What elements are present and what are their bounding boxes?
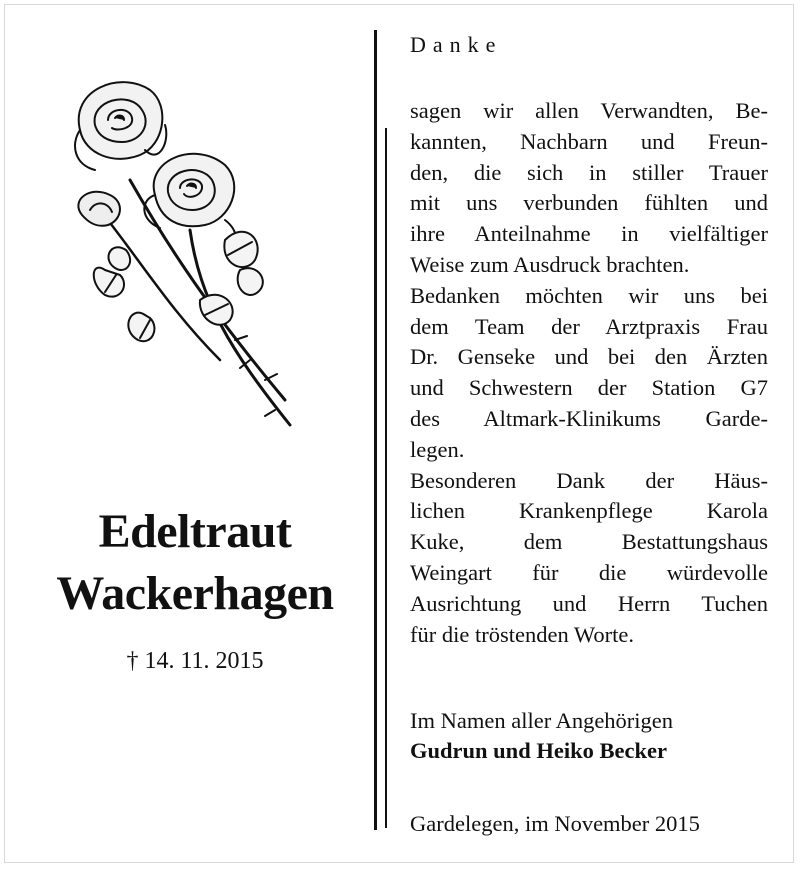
text-line: lichen Krankenpflege Karola	[410, 498, 768, 524]
signature: Gudrun und Heiko Becker	[410, 738, 667, 763]
text-line: mit uns verbunden fühlten und	[410, 190, 768, 216]
deceased-last-name: Wackerhagen	[56, 567, 334, 620]
vertical-divider-secondary	[385, 128, 387, 828]
text-line: den, die sich in stiller Trauer	[410, 159, 768, 185]
text-line: ihre Anteilnahme in vielfältiger	[410, 221, 768, 247]
thanks-text	[410, 96, 768, 650]
text-line: dem Team der Arztpraxis Frau	[410, 313, 768, 339]
text-line: Kuke, dem Bestattungshaus	[410, 529, 768, 555]
text-line: und Schwestern der Station G7	[410, 375, 768, 401]
sign-intro: Im Namen aller Angehörigen	[410, 708, 674, 733]
text-line: Weingart für die würdevolle	[410, 559, 768, 585]
death-date: † 14. 11. 2015	[126, 648, 264, 674]
text-line: legen.	[410, 436, 465, 462]
text-line: Bedanken möchten wir uns bei	[410, 282, 768, 308]
text-line: des Altmark-Klinikums Garde-	[410, 405, 768, 431]
text-line: für die tröstenden Worte.	[410, 621, 634, 647]
place-date: Gardelegen, im November 2015	[410, 811, 700, 836]
heading-danke: Danke	[410, 32, 503, 57]
text-line: kannten, Nachbarn und Freun-	[410, 128, 768, 154]
text-line: Besonderen Dank der Häus-	[410, 467, 768, 493]
deceased-first-name: Edeltraut	[98, 505, 292, 558]
vertical-divider	[374, 30, 377, 830]
text-line: sagen wir allen Verwandten, Be-	[410, 98, 768, 123]
text-line: Weise zum Ausdruck brachten.	[410, 251, 690, 277]
text-line: Dr. Genseke und bei den Ärzten	[410, 344, 768, 370]
text-line: Ausrichtung und Herrn Tuchen	[410, 590, 768, 616]
roses-illustration	[60, 70, 320, 450]
